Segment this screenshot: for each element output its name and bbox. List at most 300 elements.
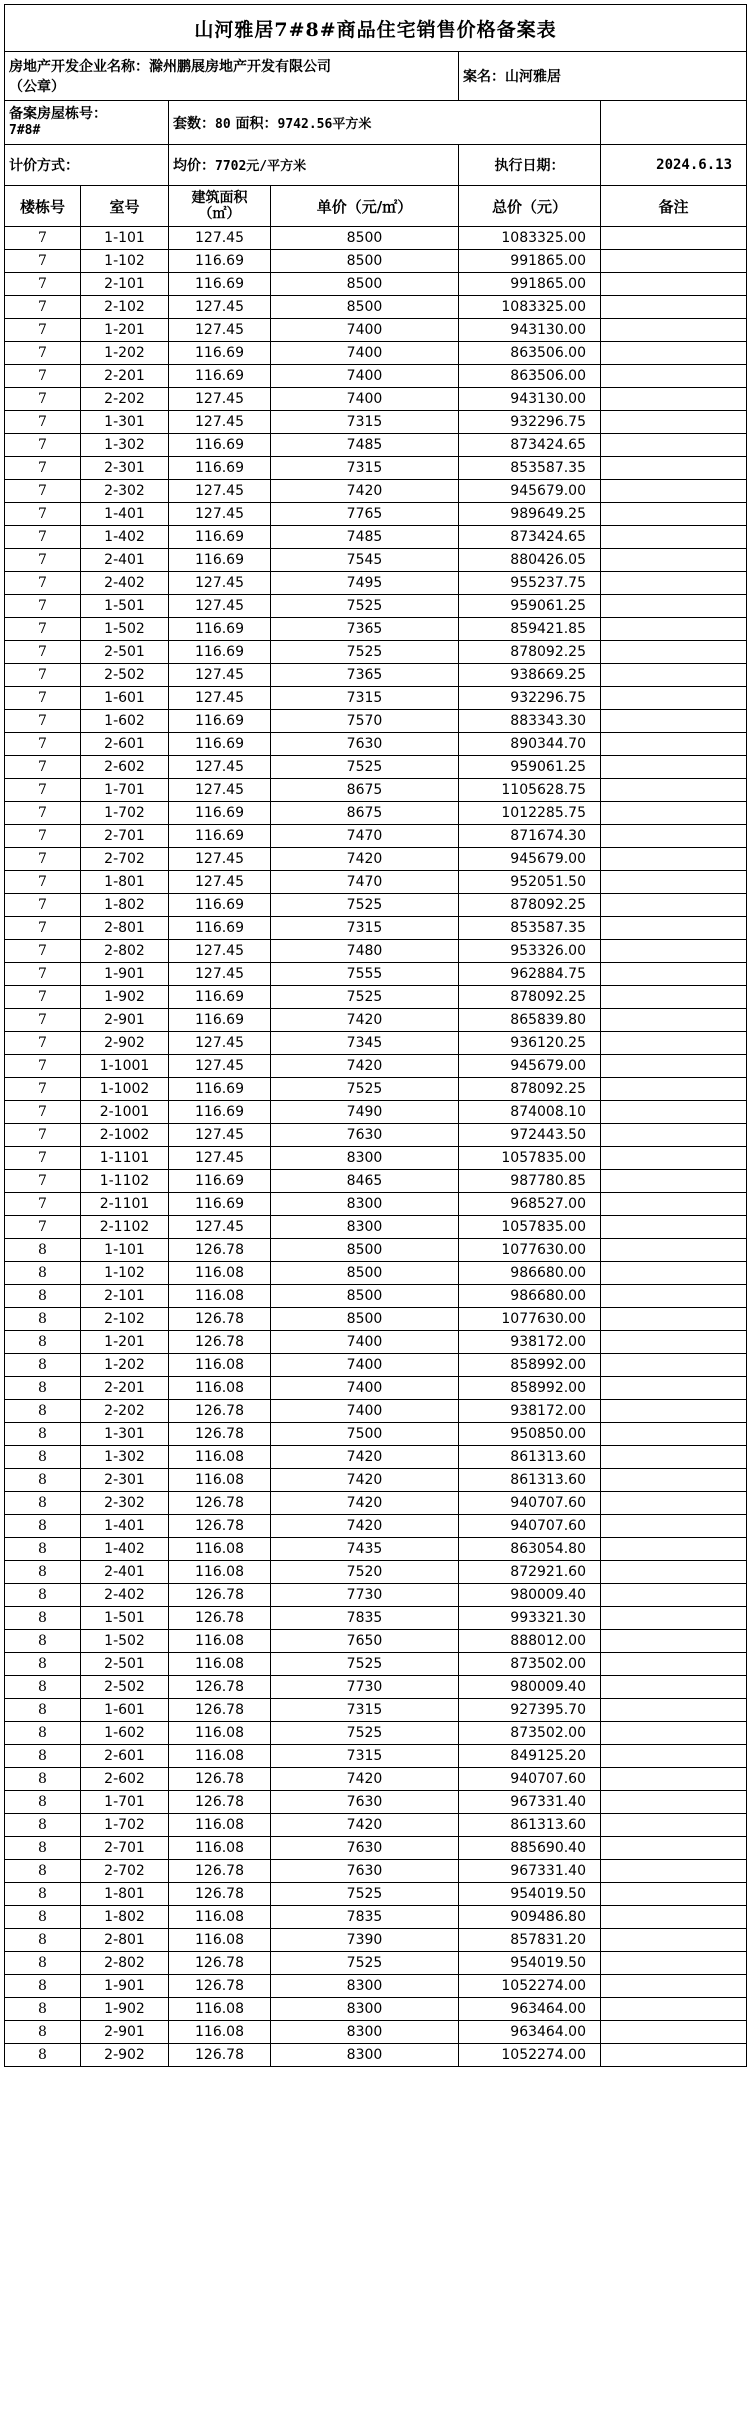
cell-unit-price: 7470: [271, 871, 459, 894]
cell-unit-price: 7525: [271, 1952, 459, 1975]
cell-total-price: 945679.00: [459, 1055, 601, 1078]
cell-unit-price: 7365: [271, 618, 459, 641]
cell-note: [601, 710, 747, 733]
price-filing-sheet: [4, 4, 746, 2067]
cell-total-price: 991865.00: [459, 273, 601, 296]
cell-room: 1-502: [81, 1630, 169, 1653]
cell-area: 127.45: [169, 503, 271, 526]
cell-note: [601, 1722, 747, 1745]
table-row: [5, 250, 747, 273]
cell-unit-price: 8500: [271, 1239, 459, 1262]
cell-total-price: 857831.20: [459, 1929, 601, 1952]
cell-building: 8: [5, 2044, 81, 2067]
cell-room: 2-301: [81, 1469, 169, 1492]
cell-unit-price: 7400: [271, 388, 459, 411]
cell-unit-price: 7570: [271, 710, 459, 733]
cell-unit-price: 7490: [271, 1101, 459, 1124]
cell-area: 116.08: [169, 1745, 271, 1768]
cell-unit-price: 7315: [271, 917, 459, 940]
table-row: [5, 1883, 747, 1906]
table-row: [5, 1998, 747, 2021]
cell-room: 1-401: [81, 1515, 169, 1538]
cell-note: [601, 480, 747, 503]
cell-total-price: 943130.00: [459, 388, 601, 411]
price-filing-table: [4, 4, 747, 2067]
cell-total-price: 940707.60: [459, 1515, 601, 1538]
table-row: [5, 779, 747, 802]
cell-room: 2-901: [81, 2021, 169, 2044]
cell-note: [601, 1929, 747, 1952]
cell-total-price: 1083325.00: [459, 227, 601, 250]
table-row: [5, 641, 747, 664]
cell-unit-price: 7650: [271, 1630, 459, 1653]
cell-room: 1-1101: [81, 1147, 169, 1170]
cell-room: 1-301: [81, 411, 169, 434]
table-row: [5, 894, 747, 917]
cell-area: 116.08: [169, 1837, 271, 1860]
cell-room: 2-601: [81, 1745, 169, 1768]
cell-building: 8: [5, 1837, 81, 1860]
cell-total-price: 940707.60: [459, 1492, 601, 1515]
cell-area: 127.45: [169, 664, 271, 687]
cell-note: [601, 388, 747, 411]
table-row: [5, 1561, 747, 1584]
cell-unit-price: 7420: [271, 1446, 459, 1469]
cell-note: [601, 1699, 747, 1722]
cell-building: 7: [5, 1078, 81, 1101]
cell-area: 127.45: [169, 388, 271, 411]
cell-note: [601, 1009, 747, 1032]
cell-building: 7: [5, 1101, 81, 1124]
cell-room: 2-902: [81, 2044, 169, 2067]
cell-room: 1-602: [81, 710, 169, 733]
cell-note: [601, 250, 747, 273]
cell-room: 1-601: [81, 1699, 169, 1722]
cell-note: [601, 1101, 747, 1124]
col-header-area-line2: （㎡）: [198, 206, 241, 222]
cell-note: [601, 986, 747, 1009]
cell-area: 126.78: [169, 1676, 271, 1699]
cell-room: 1-701: [81, 779, 169, 802]
cell-room: 2-601: [81, 733, 169, 756]
cell-note: [601, 1055, 747, 1078]
cell-unit-price: 7345: [271, 1032, 459, 1055]
cell-total-price: 865839.80: [459, 1009, 601, 1032]
cell-building: 8: [5, 1308, 81, 1331]
cell-area: 116.08: [169, 1630, 271, 1653]
cell-building: 7: [5, 250, 81, 273]
cell-area: 116.69: [169, 1101, 271, 1124]
cell-note: [601, 894, 747, 917]
cell-building: 8: [5, 1722, 81, 1745]
cell-building: 8: [5, 1331, 81, 1354]
cell-building: 8: [5, 1814, 81, 1837]
cell-building: 8: [5, 1538, 81, 1561]
table-row: [5, 388, 747, 411]
table-row: [5, 664, 747, 687]
cell-room: 2-401: [81, 1561, 169, 1584]
cell-note: [601, 1308, 747, 1331]
cell-area: 116.69: [169, 641, 271, 664]
table-row: [5, 595, 747, 618]
cell-total-price: 861313.60: [459, 1814, 601, 1837]
cell-unit-price: 7485: [271, 434, 459, 457]
cell-building: 7: [5, 457, 81, 480]
table-row: [5, 917, 747, 940]
cell-room: 1-401: [81, 503, 169, 526]
cell-area: 116.08: [169, 1538, 271, 1561]
table-row: [5, 1009, 747, 1032]
cell-note: [601, 1377, 747, 1400]
cell-total-price: 959061.25: [459, 756, 601, 779]
cell-unit-price: 7315: [271, 1699, 459, 1722]
cell-note: [601, 1078, 747, 1101]
cell-building: 7: [5, 411, 81, 434]
developer-cell: [5, 52, 459, 101]
cell-unit-price: 7470: [271, 825, 459, 848]
cell-area: 116.08: [169, 1653, 271, 1676]
cell-building: 8: [5, 1423, 81, 1446]
cell-note: [601, 1193, 747, 1216]
cell-room: 2-301: [81, 457, 169, 480]
cell-area: 127.45: [169, 1055, 271, 1078]
cell-room: 1-802: [81, 894, 169, 917]
table-row: [5, 273, 747, 296]
col-header-total-price: 总价（元）: [459, 186, 601, 227]
cell-note: [601, 503, 747, 526]
cell-building: 7: [5, 618, 81, 641]
cell-note: [601, 1791, 747, 1814]
summary-cell: [169, 101, 601, 145]
cell-area: 126.78: [169, 1515, 271, 1538]
pricing-method-label: 计价方式：: [5, 145, 169, 186]
cell-building: 7: [5, 756, 81, 779]
cell-unit-price: 8500: [271, 227, 459, 250]
cell-total-price: 873502.00: [459, 1653, 601, 1676]
cell-unit-price: 8500: [271, 296, 459, 319]
cell-unit-price: 7400: [271, 1377, 459, 1400]
cell-building: 7: [5, 871, 81, 894]
table-row: [5, 1952, 747, 1975]
cell-unit-price: 7420: [271, 1492, 459, 1515]
cell-building: 7: [5, 526, 81, 549]
cell-area: 116.08: [169, 2021, 271, 2044]
cell-building: 7: [5, 687, 81, 710]
cell-unit-price: 7485: [271, 526, 459, 549]
cell-unit-price: 7420: [271, 1515, 459, 1538]
cell-note: [601, 779, 747, 802]
cell-total-price: 1057835.00: [459, 1216, 601, 1239]
cell-unit-price: 7525: [271, 756, 459, 779]
cell-total-price: 980009.40: [459, 1676, 601, 1699]
cell-total-price: 938669.25: [459, 664, 601, 687]
cell-note: [601, 1400, 747, 1423]
avg-price-cell: [169, 145, 459, 186]
cell-note: [601, 1170, 747, 1193]
cell-building: 8: [5, 1515, 81, 1538]
cell-unit-price: 7730: [271, 1676, 459, 1699]
cell-note: [601, 526, 747, 549]
table-row: [5, 1331, 747, 1354]
cell-note: [601, 618, 747, 641]
cell-building: 8: [5, 1791, 81, 1814]
table-row: [5, 848, 747, 871]
cell-total-price: 1077630.00: [459, 1308, 601, 1331]
cell-room: 2-902: [81, 1032, 169, 1055]
cell-area: 116.08: [169, 1446, 271, 1469]
cell-total-price: 987780.85: [459, 1170, 601, 1193]
cell-unit-price: 7765: [271, 503, 459, 526]
cell-building: 7: [5, 1009, 81, 1032]
table-row: [5, 618, 747, 641]
cell-total-price: 959061.25: [459, 595, 601, 618]
cell-room: 2-1002: [81, 1124, 169, 1147]
table-row: [5, 825, 747, 848]
cell-area: 116.08: [169, 1469, 271, 1492]
cell-unit-price: 7835: [271, 1607, 459, 1630]
cell-unit-price: 8675: [271, 779, 459, 802]
cell-room: 2-702: [81, 1860, 169, 1883]
cell-note: [601, 1032, 747, 1055]
buildings-label: 备案房屋栋号：: [9, 106, 107, 122]
cell-note: [601, 1906, 747, 1929]
cell-note: [601, 595, 747, 618]
cell-area: 116.69: [169, 457, 271, 480]
cell-unit-price: 7525: [271, 894, 459, 917]
cell-note: [601, 572, 747, 595]
cell-area: 116.08: [169, 1929, 271, 1952]
cell-room: 2-802: [81, 1952, 169, 1975]
cell-area: 127.45: [169, 848, 271, 871]
cell-total-price: 871674.30: [459, 825, 601, 848]
cell-total-price: 945679.00: [459, 848, 601, 871]
cell-total-price: 986680.00: [459, 1262, 601, 1285]
cell-total-price: 955237.75: [459, 572, 601, 595]
table-row: [5, 319, 747, 342]
cell-note: [601, 1998, 747, 2021]
table-row: [5, 1423, 747, 1446]
cell-note: [601, 1814, 747, 1837]
cell-building: 7: [5, 986, 81, 1009]
cell-room: 1-402: [81, 526, 169, 549]
table-row: [5, 802, 747, 825]
cell-building: 7: [5, 1216, 81, 1239]
cell-total-price: 873502.00: [459, 1722, 601, 1745]
cell-area: 126.78: [169, 1952, 271, 1975]
table-row: [5, 1814, 747, 1837]
cell-total-price: 1052274.00: [459, 2044, 601, 2067]
table-row: [5, 434, 747, 457]
cell-unit-price: 7525: [271, 595, 459, 618]
cell-building: 8: [5, 1561, 81, 1584]
cell-unit-price: 7315: [271, 1745, 459, 1768]
cell-area: 127.45: [169, 319, 271, 342]
cell-total-price: 963464.00: [459, 1998, 601, 2021]
cell-total-price: 880426.05: [459, 549, 601, 572]
cell-note: [601, 1860, 747, 1883]
cell-area: 126.78: [169, 2044, 271, 2067]
table-row: [5, 1860, 747, 1883]
cell-total-price: 1012285.75: [459, 802, 601, 825]
cell-total-price: 890344.70: [459, 733, 601, 756]
area-value: 9742.56平方米: [277, 116, 372, 132]
cell-note: [601, 917, 747, 940]
cell-total-price: 938172.00: [459, 1400, 601, 1423]
cell-building: 7: [5, 227, 81, 250]
cell-unit-price: 7400: [271, 1400, 459, 1423]
cell-room: 1-1001: [81, 1055, 169, 1078]
cell-unit-price: 7630: [271, 1791, 459, 1814]
cell-area: 126.78: [169, 1860, 271, 1883]
cell-total-price: 943130.00: [459, 319, 601, 342]
cell-building: 7: [5, 273, 81, 296]
cell-building: 8: [5, 1676, 81, 1699]
cell-room: 2-202: [81, 1400, 169, 1423]
table-row: [5, 687, 747, 710]
page-title: 山河雅居7#8#商品住宅销售价格备案表: [5, 5, 747, 52]
cell-unit-price: 7315: [271, 457, 459, 480]
cell-room: 2-202: [81, 388, 169, 411]
cell-building: 7: [5, 434, 81, 457]
cell-building: 8: [5, 1492, 81, 1515]
table-row: [5, 2044, 747, 2067]
cell-area: 127.45: [169, 480, 271, 503]
table-row: [5, 1377, 747, 1400]
cell-total-price: 878092.25: [459, 641, 601, 664]
table-row: [5, 1929, 747, 1952]
cell-unit-price: 7525: [271, 1078, 459, 1101]
cell-total-price: 858992.00: [459, 1354, 601, 1377]
cell-total-price: 936120.25: [459, 1032, 601, 1055]
cell-building: 7: [5, 296, 81, 319]
table-row: [5, 940, 747, 963]
cell-area: 116.69: [169, 1078, 271, 1101]
cell-unit-price: 7525: [271, 1883, 459, 1906]
cell-area: 126.78: [169, 1492, 271, 1515]
table-row: [5, 1653, 747, 1676]
cell-building: 7: [5, 963, 81, 986]
count-label: 套数：: [173, 115, 215, 132]
table-row: [5, 1170, 747, 1193]
cell-area: 116.08: [169, 1354, 271, 1377]
cell-room: 1-502: [81, 618, 169, 641]
cell-building: 7: [5, 664, 81, 687]
cell-total-price: 849125.20: [459, 1745, 601, 1768]
cell-note: [601, 1538, 747, 1561]
cell-building: 7: [5, 1124, 81, 1147]
cell-unit-price: 7420: [271, 1469, 459, 1492]
cell-room: 2-502: [81, 1676, 169, 1699]
table-row: [5, 1147, 747, 1170]
cell-room: 2-302: [81, 1492, 169, 1515]
table-row: [5, 2021, 747, 2044]
cell-unit-price: 7630: [271, 1860, 459, 1883]
cell-total-price: 861313.60: [459, 1469, 601, 1492]
cell-building: 8: [5, 2021, 81, 2044]
cell-note: [601, 1952, 747, 1975]
cell-building: 7: [5, 1193, 81, 1216]
cell-building: 8: [5, 1745, 81, 1768]
table-row: [5, 1055, 747, 1078]
cell-room: 2-602: [81, 756, 169, 779]
table-row: [5, 963, 747, 986]
table-row: [5, 710, 747, 733]
table-row: [5, 1446, 747, 1469]
cell-unit-price: 8300: [271, 2021, 459, 2044]
cell-total-price: 888012.00: [459, 1630, 601, 1653]
cell-total-price: 861313.60: [459, 1446, 601, 1469]
cell-total-price: 932296.75: [459, 687, 601, 710]
cell-note: [601, 1676, 747, 1699]
cell-building: 7: [5, 365, 81, 388]
cell-area: 116.69: [169, 618, 271, 641]
cell-unit-price: 8500: [271, 273, 459, 296]
cell-note: [601, 1975, 747, 1998]
table-row: [5, 1722, 747, 1745]
cell-note: [601, 1561, 747, 1584]
cell-unit-price: 7400: [271, 1331, 459, 1354]
cell-note: [601, 641, 747, 664]
avg-price-value: 7702元/平方米: [215, 159, 307, 174]
cell-unit-price: 7630: [271, 1837, 459, 1860]
cell-area: 127.45: [169, 595, 271, 618]
cell-area: 127.45: [169, 940, 271, 963]
cell-building: 8: [5, 1906, 81, 1929]
cell-total-price: 1052274.00: [459, 1975, 601, 1998]
cell-room: 1-201: [81, 1331, 169, 1354]
cell-building: 7: [5, 940, 81, 963]
cell-unit-price: 7500: [271, 1423, 459, 1446]
exec-date-label: 执行日期：: [459, 145, 601, 186]
cell-building: 7: [5, 549, 81, 572]
cell-room: 2-102: [81, 296, 169, 319]
cell-area: 116.69: [169, 986, 271, 1009]
cell-room: 2-501: [81, 641, 169, 664]
developer-label: 房地产开发企业名称：: [9, 59, 149, 75]
col-header-building: 楼栋号: [5, 186, 81, 227]
cell-room: 1-202: [81, 1354, 169, 1377]
cell-area: 126.78: [169, 1331, 271, 1354]
cell-unit-price: 7400: [271, 342, 459, 365]
cell-area: 127.45: [169, 1124, 271, 1147]
table-row: [5, 1492, 747, 1515]
cell-area: 116.69: [169, 733, 271, 756]
cell-building: 8: [5, 1239, 81, 1262]
cell-unit-price: 7400: [271, 365, 459, 388]
cell-area: 127.45: [169, 1216, 271, 1239]
table-row: [5, 1193, 747, 1216]
cell-total-price: 872921.60: [459, 1561, 601, 1584]
col-header-area: [169, 186, 271, 227]
cell-area: 126.78: [169, 1423, 271, 1446]
cell-total-price: 859421.85: [459, 618, 601, 641]
cell-total-price: 873424.65: [459, 526, 601, 549]
cell-note: [601, 296, 747, 319]
cell-unit-price: 7555: [271, 963, 459, 986]
cell-room: 1-1002: [81, 1078, 169, 1101]
table-row: [5, 1515, 747, 1538]
cell-note: [601, 1216, 747, 1239]
cell-room: 1-402: [81, 1538, 169, 1561]
cell-note: [601, 1607, 747, 1630]
cell-building: 7: [5, 1055, 81, 1078]
table-row: [5, 1837, 747, 1860]
cell-building: 7: [5, 1147, 81, 1170]
cell-unit-price: 7420: [271, 1009, 459, 1032]
table-row: [5, 1538, 747, 1561]
cell-total-price: 858992.00: [459, 1377, 601, 1400]
cell-note: [601, 319, 747, 342]
